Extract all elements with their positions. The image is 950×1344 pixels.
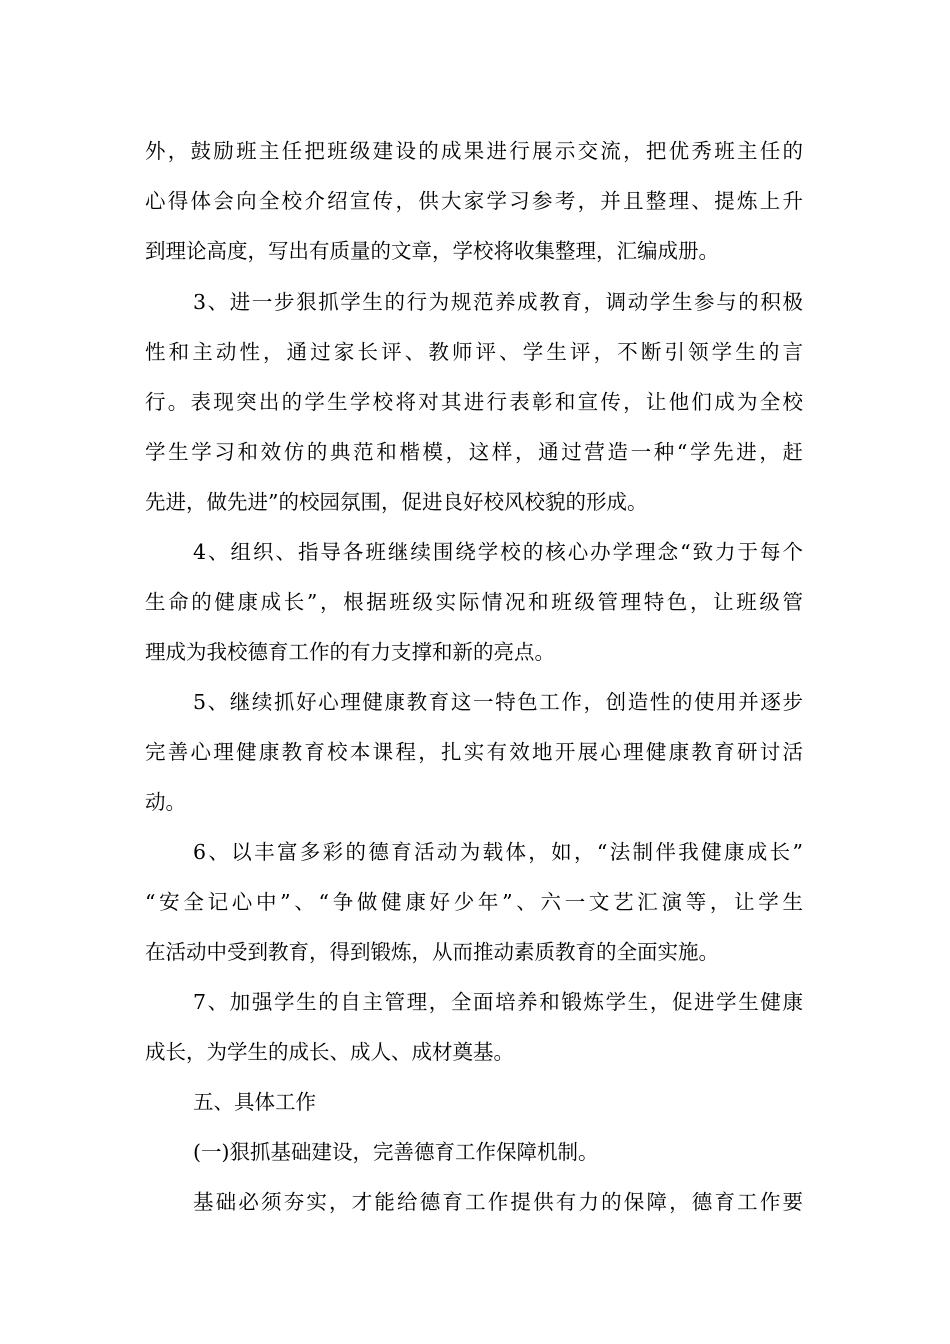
text-line: 学生学习和效仿的典范和楷模，这样，通过营造一种“学先进，赶 [145, 440, 803, 464]
text-line: 基础必须夯实，才能给德育工作提供有力的保障，德育工作要 [193, 1190, 803, 1214]
paragraph-5-line: 5、继续抓好心理健康教育这一特色工作，创造性的使用并逐步 [193, 690, 803, 714]
paragraph-4-line: 4、组织、指导各班继续围绕学校的核心办学理念“致力于每个 [193, 540, 803, 564]
text-line: 理成为我校德育工作的有力支撑和新的亮点。 [145, 640, 555, 664]
text-line: 在活动中受到教育，得到锻炼，从而推动素质教育的全面实施。 [145, 940, 719, 964]
text-line: 心得体会向全校介绍宣传，供大家学习参考，并且整理、提炼上升 [145, 189, 803, 213]
text-line: 行。表现突出的学生学校将对其进行表彰和宣传，让他们成为全校 [145, 390, 803, 414]
text-line: 外，鼓励班主任把班级建设的成果进行展示交流，把优秀班主任的 [145, 139, 803, 163]
section-heading: 五、具体工作 [193, 1090, 316, 1114]
paragraph-7-line: 7、加强学生的自主管理，全面培养和锻炼学生，促进学生健康 [193, 990, 803, 1014]
text-line: 先进，做先进”的校园氛围，促进良好校风校貌的形成。 [145, 490, 648, 514]
paragraph-3-line: 3、进一步狠抓学生的行为规范养成教育，调动学生参与的积极 [193, 290, 803, 314]
text-line: 完善心理健康教育校本课程，扎实有效地开展心理健康教育研讨活 [145, 740, 803, 764]
subsection-heading: (一)狠抓基础建设，完善德育工作保障机制。 [193, 1140, 599, 1164]
text-line: 到理论高度，写出有质量的文章，学校将收集整理，汇编成册。 [145, 239, 719, 263]
paragraph-6-line: 6、以丰富多彩的德育活动为载体，如，“法制伴我健康成长” [193, 840, 803, 864]
text-line: 成长，为学生的成长、成人、成材奠基。 [145, 1040, 514, 1064]
text-line: 生命的健康成长”，根据班级实际情况和班级管理特色，让班级管 [145, 590, 803, 614]
text-line: 性和主动性，通过家长评、教师评、学生评，不断引领学生的言 [145, 340, 803, 364]
text-line: 动。 [145, 790, 186, 814]
text-line: “安全记心中”、“争做健康好少年”、六一文艺汇演等，让学生 [145, 890, 803, 914]
